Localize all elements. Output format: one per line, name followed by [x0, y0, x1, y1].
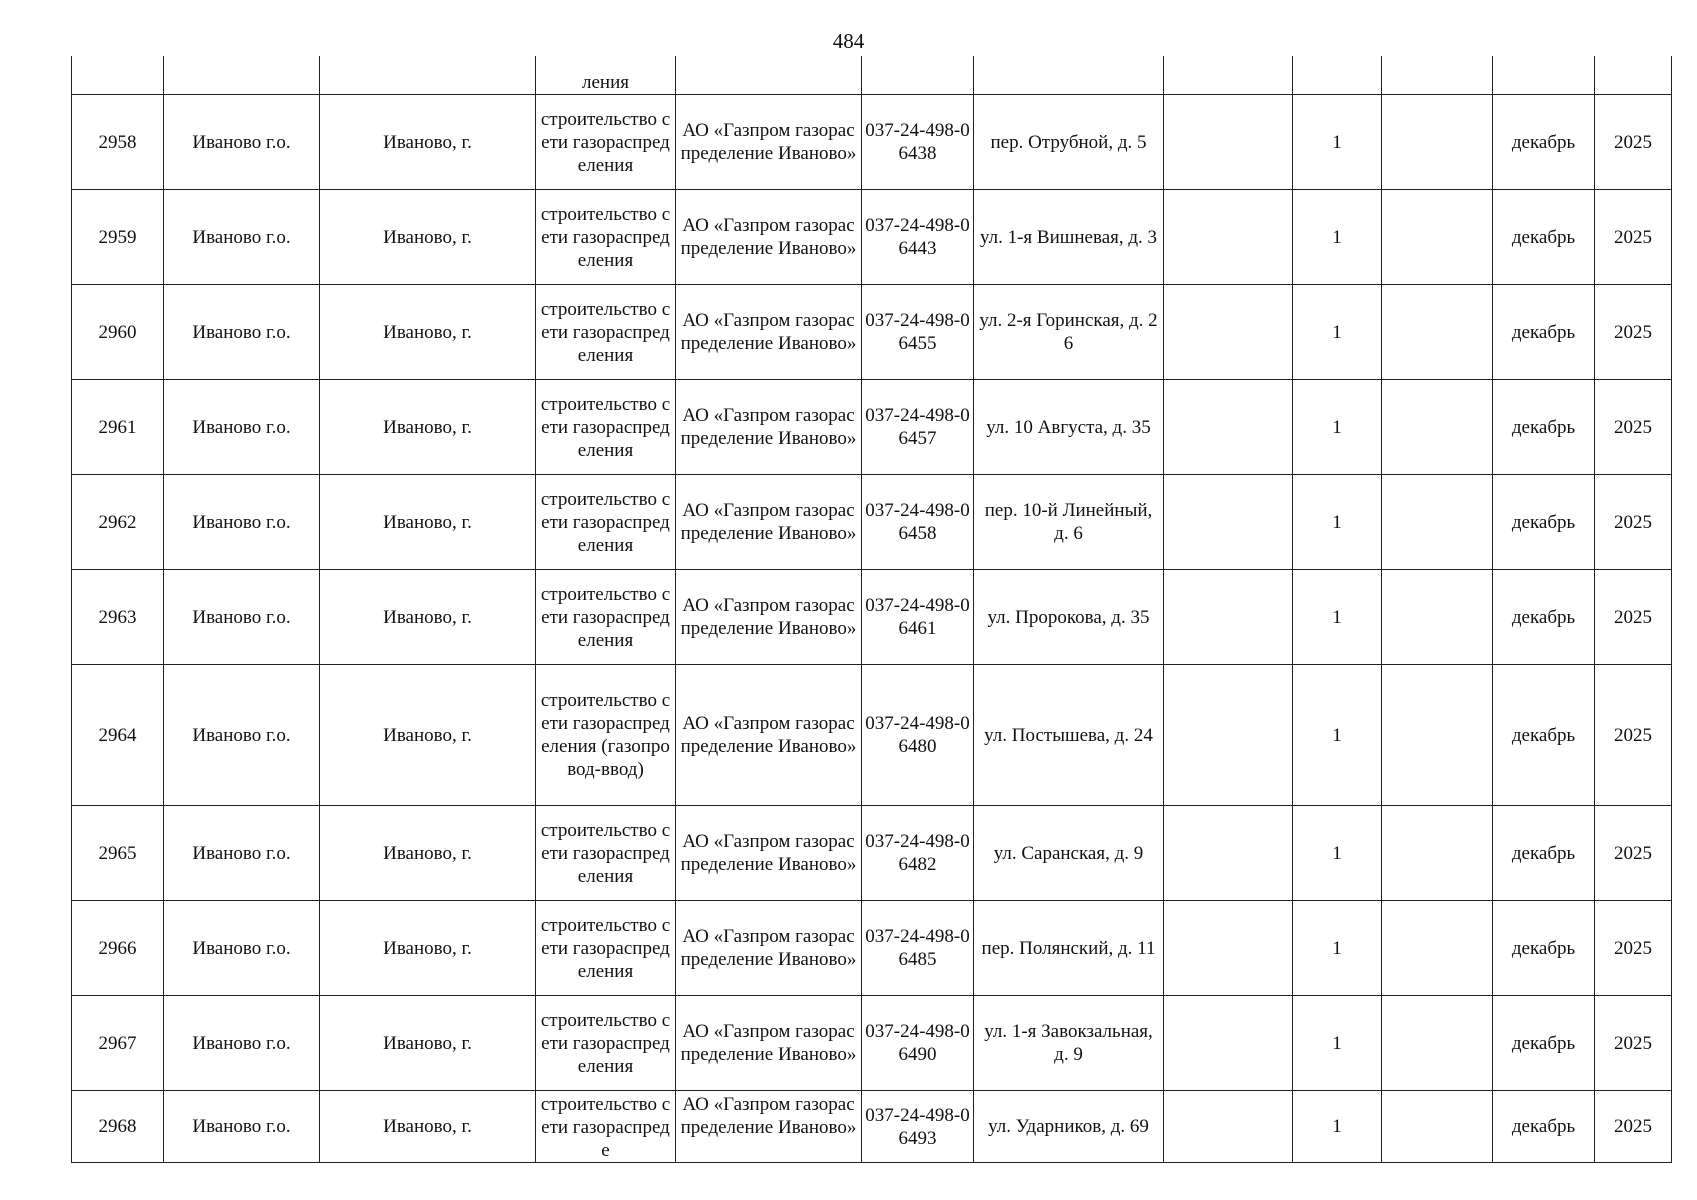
cell-address: ул. 2-я Горинская, д. 26 [974, 285, 1164, 380]
cell-col8 [1164, 95, 1293, 190]
cell-col8 [1164, 475, 1293, 570]
cell-month: декабрь [1493, 901, 1595, 996]
table-body [72, 56, 1672, 1163]
cell-district: Иваново г.о. [164, 1091, 320, 1163]
cell-code: 037-24-498-06458 [862, 475, 974, 570]
cell-num: 2967 [72, 996, 164, 1091]
cell-work: ления [536, 56, 676, 95]
cell-org: АО «Газпром газораспределение Иваново» [676, 570, 862, 665]
cell-col10 [1382, 95, 1493, 190]
cell-year: 2025 [1595, 901, 1672, 996]
cell-address: ул. Ударников, д. 69 [974, 1091, 1164, 1163]
cell-qty: 1 [1293, 475, 1382, 570]
cell-locality: Иваново, г. [320, 190, 536, 285]
cell-code: 037-24-498-06457 [862, 380, 974, 475]
cell-qty: 1 [1293, 570, 1382, 665]
cell-qty: 1 [1293, 380, 1382, 475]
cell-locality: Иваново, г. [320, 996, 536, 1091]
cell-district: Иваново г.о. [164, 475, 320, 570]
cell-address: пер. Полянский, д. 11 [974, 901, 1164, 996]
cell-year: 2025 [1595, 806, 1672, 901]
cell-address: пер. Отрубной, д. 5 [974, 95, 1164, 190]
cell-year: 2025 [1595, 475, 1672, 570]
continuation-row [72, 56, 1672, 95]
cell-col8 [1164, 56, 1293, 95]
table-row [72, 285, 1672, 380]
cell-address: ул. 10 Августа, д. 35 [974, 380, 1164, 475]
cell-qty: 1 [1293, 901, 1382, 996]
cell-col10 [1382, 806, 1493, 901]
cell-org: АО «Газпром газораспределение Иваново» [676, 285, 862, 380]
cell-code: 037-24-498-06493 [862, 1091, 974, 1163]
cell-work: строительство сети газораспределения (газопровод-ввод) [536, 665, 676, 806]
cell-year: 2025 [1595, 665, 1672, 806]
cell-address: ул. Саранская, д. 9 [974, 806, 1164, 901]
cell-month: декабрь [1493, 996, 1595, 1091]
cell-district: Иваново г.о. [164, 806, 320, 901]
cell-col10 [1382, 56, 1493, 95]
table-row [72, 570, 1672, 665]
cell-locality: Иваново, г. [320, 1091, 536, 1163]
cell-year: 2025 [1595, 285, 1672, 380]
cell-district: Иваново г.о. [164, 285, 320, 380]
cell-num: 2966 [72, 901, 164, 996]
cell-code: 037-24-498-06455 [862, 285, 974, 380]
cell-num: 2962 [72, 475, 164, 570]
cell-qty: 1 [1293, 95, 1382, 190]
cell-locality: Иваново, г. [320, 665, 536, 806]
cell-address: ул. Постышева, д. 24 [974, 665, 1164, 806]
cell-num: 2964 [72, 665, 164, 806]
cell-locality: Иваново, г. [320, 475, 536, 570]
cell-org: АО «Газпром газораспределение Иваново» [676, 806, 862, 901]
table-row [72, 901, 1672, 996]
cell-num: 2958 [72, 95, 164, 190]
table-row [72, 475, 1672, 570]
cell-col10 [1382, 996, 1493, 1091]
cell-qty: 1 [1293, 665, 1382, 806]
cell-col8 [1164, 1091, 1293, 1163]
cell-address [974, 56, 1164, 95]
cell-work: строительство сети газораспределения [536, 806, 676, 901]
cell-year: 2025 [1595, 190, 1672, 285]
cell-district: Иваново г.о. [164, 665, 320, 806]
cell-address: ул. 1-я Завокзальная, д. 9 [974, 996, 1164, 1091]
cell-address: ул. Пророкова, д. 35 [974, 570, 1164, 665]
table-row [72, 1091, 1672, 1163]
cell-month: декабрь [1493, 806, 1595, 901]
cell-locality [320, 56, 536, 95]
cell-col10 [1382, 665, 1493, 806]
cell-col8 [1164, 901, 1293, 996]
cell-year: 2025 [1595, 1091, 1672, 1163]
cell-month: декабрь [1493, 570, 1595, 665]
table-row [72, 665, 1672, 806]
cell-col8 [1164, 190, 1293, 285]
cell-col8 [1164, 996, 1293, 1091]
cell-org: АО «Газпром газораспределение Иваново» [676, 996, 862, 1091]
cell-code: 037-24-498-06482 [862, 806, 974, 901]
cell-work: строительство сети газораспределения [536, 285, 676, 380]
cell-year: 2025 [1595, 570, 1672, 665]
cell-locality: Иваново, г. [320, 380, 536, 475]
cell-org: АО «Газпром газораспределение Иваново» [676, 901, 862, 996]
cell-col10 [1382, 1091, 1493, 1163]
table-row [72, 806, 1672, 901]
cell-month: декабрь [1493, 95, 1595, 190]
cell-col8 [1164, 285, 1293, 380]
cell-qty: 1 [1293, 996, 1382, 1091]
cell-col10 [1382, 380, 1493, 475]
cell-col10 [1382, 190, 1493, 285]
cell-org: АО «Газпром газораспределение Иваново» [676, 1091, 862, 1163]
cell-address: пер. 10-й Линейный, д. 6 [974, 475, 1164, 570]
cell-num: 2960 [72, 285, 164, 380]
cell-work: строительство сети газораспределения [536, 570, 676, 665]
cell-work: строительство сети газораспределения [536, 95, 676, 190]
cell-col8 [1164, 806, 1293, 901]
cell-locality: Иваново, г. [320, 285, 536, 380]
cell-qty: 1 [1293, 1091, 1382, 1163]
cell-col10 [1382, 285, 1493, 380]
cell-month: декабрь [1493, 380, 1595, 475]
cell-org [676, 56, 862, 95]
cell-code: 037-24-498-06461 [862, 570, 974, 665]
cell-col10 [1382, 570, 1493, 665]
cell-month: декабрь [1493, 285, 1595, 380]
cell-code: 037-24-498-06480 [862, 665, 974, 806]
cell-district: Иваново г.о. [164, 380, 320, 475]
cell-locality: Иваново, г. [320, 806, 536, 901]
cell-district [164, 56, 320, 95]
cell-work: строительство сети газораспределения [536, 475, 676, 570]
cell-col10 [1382, 475, 1493, 570]
cell-org: АО «Газпром газораспределение Иваново» [676, 380, 862, 475]
cell-org: АО «Газпром газораспределение Иваново» [676, 665, 862, 806]
cell-col10 [1382, 901, 1493, 996]
cell-locality: Иваново, г. [320, 570, 536, 665]
cell-qty: 1 [1293, 190, 1382, 285]
table-row [72, 190, 1672, 285]
cell-locality: Иваново, г. [320, 901, 536, 996]
cell-work: строительство сети газораспределения [536, 190, 676, 285]
cell-address: ул. 1-я Вишневая, д. 3 [974, 190, 1164, 285]
cell-work: строительство сети газораспреде [536, 1091, 676, 1163]
cell-num: 2959 [72, 190, 164, 285]
cell-col8 [1164, 665, 1293, 806]
cell-district: Иваново г.о. [164, 901, 320, 996]
cell-month: декабрь [1493, 475, 1595, 570]
cell-code [862, 56, 974, 95]
cell-org: АО «Газпром газораспределение Иваново» [676, 190, 862, 285]
table-row [72, 95, 1672, 190]
table-row [72, 380, 1672, 475]
cell-work: строительство сети газораспределения [536, 996, 676, 1091]
cell-code: 037-24-498-06443 [862, 190, 974, 285]
cell-month [1493, 56, 1595, 95]
cell-year: 2025 [1595, 95, 1672, 190]
cell-org: АО «Газпром газораспределение Иваново» [676, 475, 862, 570]
cell-num: 2963 [72, 570, 164, 665]
cell-num: 2968 [72, 1091, 164, 1163]
table-row [72, 996, 1672, 1091]
cell-qty: 1 [1293, 285, 1382, 380]
cell-num [72, 56, 164, 95]
cell-work: строительство сети газораспределения [536, 901, 676, 996]
cell-code: 037-24-498-06490 [862, 996, 974, 1091]
page-number: 484 [832, 29, 865, 53]
cell-org: АО «Газпром газораспределение Иваново» [676, 95, 862, 190]
cell-district: Иваново г.о. [164, 95, 320, 190]
cell-year [1595, 56, 1672, 95]
cell-month: декабрь [1493, 190, 1595, 285]
cell-num: 2961 [72, 380, 164, 475]
cell-num: 2965 [72, 806, 164, 901]
cell-district: Иваново г.о. [164, 570, 320, 665]
cell-qty: 1 [1293, 806, 1382, 901]
cell-locality: Иваново, г. [320, 95, 536, 190]
cell-col8 [1164, 570, 1293, 665]
cell-year: 2025 [1595, 996, 1672, 1091]
cell-month: декабрь [1493, 1091, 1595, 1163]
cell-district: Иваново г.о. [164, 996, 320, 1091]
cell-col8 [1164, 380, 1293, 475]
register-table [71, 56, 1672, 1163]
cell-month: декабрь [1493, 665, 1595, 806]
cell-qty [1293, 56, 1382, 95]
cell-year: 2025 [1595, 380, 1672, 475]
cell-code: 037-24-498-06438 [862, 95, 974, 190]
cell-code: 037-24-498-06485 [862, 901, 974, 996]
cell-district: Иваново г.о. [164, 190, 320, 285]
cell-work: строительство сети газораспределения [536, 380, 676, 475]
